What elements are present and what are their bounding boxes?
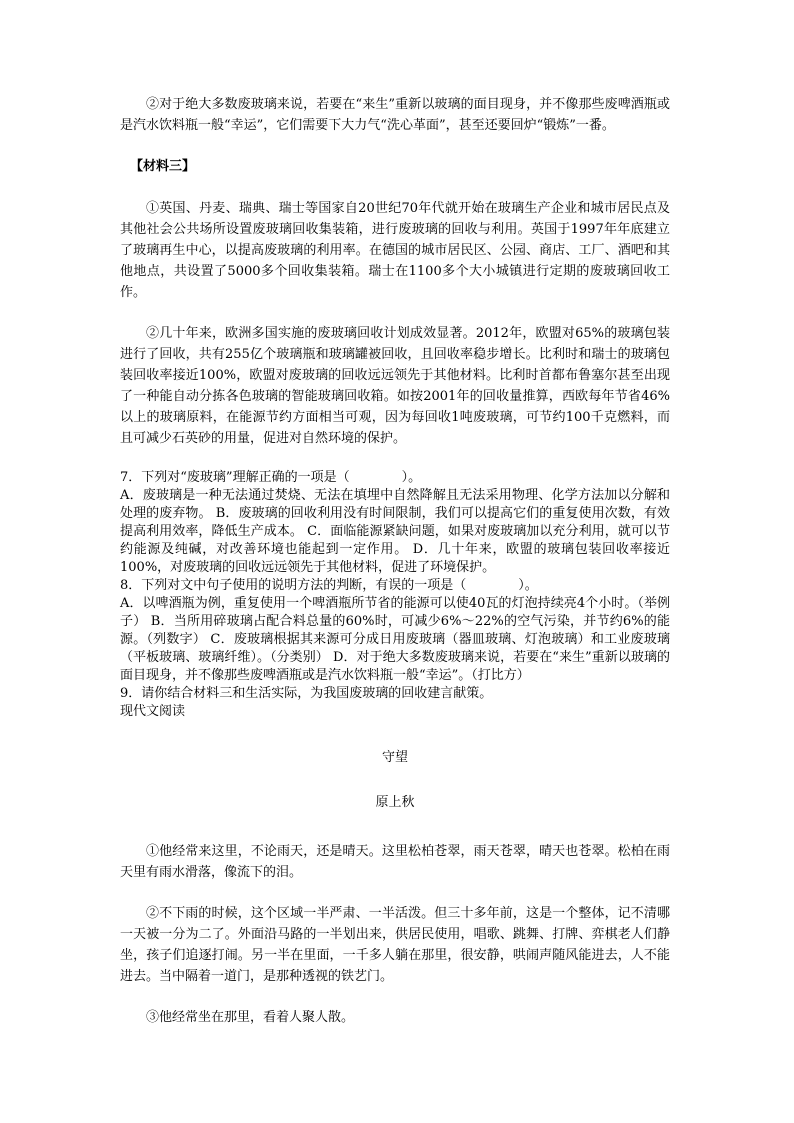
story-author: 原上秋 [375, 795, 415, 810]
question-7-options: A．废玻璃是一种无法通过焚烧、无法在填埋中自然降解且无法采用物理、化学方法加以分解和处理的废弃物。 B．废玻璃的回收利用没有时间限制，我们可以提高它们的重复使用次数，有效提高利用效率，降低生产成本。 C．面临能源紧缺问题，如果对废玻璃加以充分利用，就可以节约能源及纯碱，对改善环境也能起到一定作用。 D．几十年来，欧盟的玻璃包装回收率接近100%，对废玻璃的回收远远领先于其他材料，促进了环境保护。 [120, 488, 670, 575]
story-paragraph-2: ②不下雨的时候，这个区域一半严肃、一半活泼。但三十多年前，这是一个整体，记不清哪一天被一分为二了。外面沿马路的一半划出来，供居民使用，唱歌、跳舞、打牌、弈棋老人们静坐，孩子们追逐打闹。另一半在里面，一千多人躺在那里，很安静，哄闹声随风能进去，人不能进去。当中隔着一道门，是那种透视的铁艺门。 [120, 906, 670, 984]
material3-paragraph-1: ①英国、丹麦、瑞典、瑞士等国家自20世纪70年代就开始在玻璃生产企业和城市居民点及其他社会公共场所设置废玻璃回收集装箱，进行废玻璃的回收与利用。英国于1997年年底建立了玻璃再生中心，以提高废玻璃的利用率。在德国的城市居民区、公园、商店、工厂、酒吧和其他地点，共设置了5000多个回收集装箱。瑞士在1100多个大小城镇进行定期的废玻璃回收工作。 [120, 201, 670, 300]
question-7: 7．下列对“废玻璃”理解正确的一项是（ ）。 [120, 470, 422, 485]
story-paragraph-3: ③他经常坐在那里，看着人聚人散。 [146, 1010, 355, 1025]
story-paragraph-1: ①他经常来这里，不论雨天，还是晴天。这里松柏苍翠，雨天苍翠，晴天也苍翠。松柏在雨天里有雨水滑落，像流下的泪。 [120, 844, 670, 880]
story-title: 守望 [381, 750, 408, 765]
section-label: 现代文阅读 [120, 704, 186, 719]
question-9: 9．请你结合材料三和生活实际，为我国废玻璃的回收建言献策。 [120, 686, 493, 701]
document-content [120, 94, 670, 1048]
question-8-options: A．以啤酒瓶为例，重复使用一个啤酒瓶所节省的能源可以使40瓦的灯泡持续亮4个小时。（举例子） B．当所用碎玻璃占配合料总量的60%时，可减少6%～22%的空气污染，并节约6%的能源。（列数字） C．废玻璃根据其来源可分成日用废玻璃（器皿玻璃、灯泡玻璃）和工业废玻璃（平板玻璃、玻璃纤维）。（分类别） D．对于绝大多数废玻璃来说，若要在“来生”重新以玻璃的面目现身，并不像那些废啤酒瓶或是汽水饮料瓶一般“幸运”。（打比方） [120, 596, 670, 683]
questions-block [120, 469, 670, 721]
material3-heading: 【材料三】 [130, 159, 196, 174]
material2-paragraph-2: ②对于绝大多数废玻璃来说，若要在“来生”重新以玻璃的面目现身，并不像那些废啤酒瓶或是汽水饮料瓶一般“幸运”，它们需要下大力气“洗心革面”，甚至还要回炉“锻炼”一番。 [120, 97, 670, 133]
material3-paragraph-2: ②几十年来，欧洲多国实施的废玻璃回收计划成效显著。2012年，欧盟对65%的玻璃包装进行了回收，共有255亿个玻璃瓶和玻璃罐被回收，且回收率稳步增长。比利时和瑞士的玻璃包装回收率接近100%，欧盟对废玻璃的回收远远领先于其他材料。比利时首都布鲁塞尔甚至出现了一种能自动分拣各色玻璃的智能玻璃回收箱。如按2001年的回收量推算，西欧每年节省46%以上的玻璃原料，在能源节约方面相当可观，因为每回收1吨废玻璃，可节约100千克燃料，而且可减少石英砂的用量，促进对自然环境的保护。 [120, 326, 670, 446]
question-8: 8．下列对文中句子使用的说明方法的判断，有误的一项是（ ）。 [120, 578, 538, 593]
